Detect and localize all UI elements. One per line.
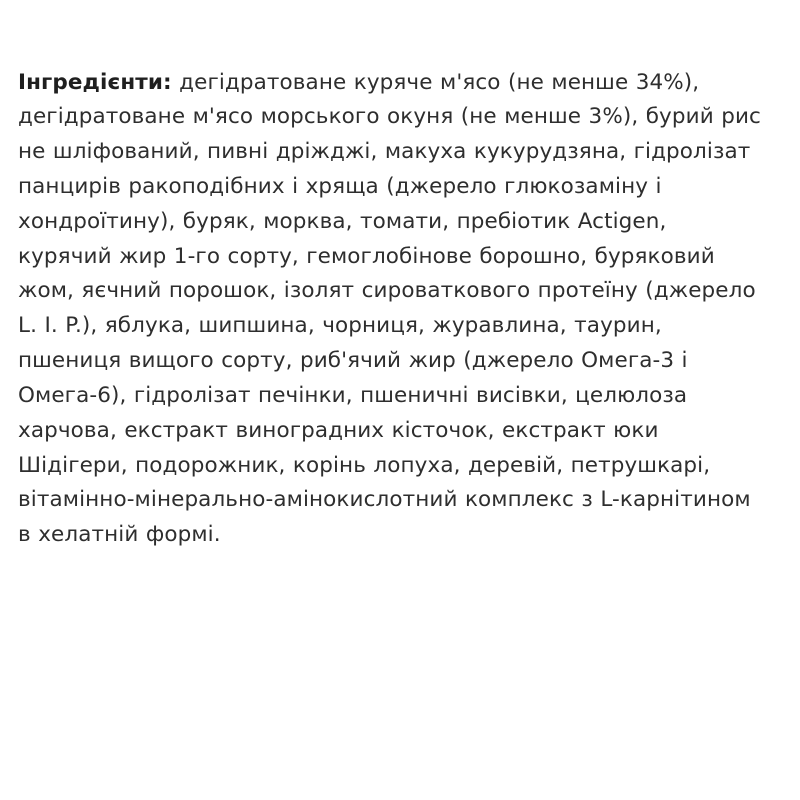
ingredients-paragraph bbox=[18, 66, 764, 554]
ingredients-label: Інгредієнти: bbox=[18, 69, 172, 95]
ingredients-text: дегідратоване куряче м'ясо (не менше 34%), дегідратоване м'ясо морського окуня (не менше 3%), бурий рис не шліфований, пивні дріжджі, макуха кукурудзяна, гідролізат панцирів ракоподібних і хряща (джерело глюкозаміну і хондроїтину), буряк, морква, томати, пребіотик Actigen, курячий жир 1-го сорту, гемоглобінове борошно, буряковий жом, яєчний порошок, ізолят сироваткового протеїну (джерело L. I. P.), яблука, шипшина, чорниця, журавлина, таурин, пшениця вищого сорту, риб'ячий жир (джерело Омега-3 і Омега-6), гідролізат печінки, пшеничні висівки, целюлоза харчова, екстракт виноградних кісточок, екстракт юки Шідігери, подорожник, корінь лопуха, деревій, петрушкарі, вітамінно-мінерально-амінокислотний комплекс з L-карнітином в хелатній формі. bbox=[18, 69, 761, 548]
